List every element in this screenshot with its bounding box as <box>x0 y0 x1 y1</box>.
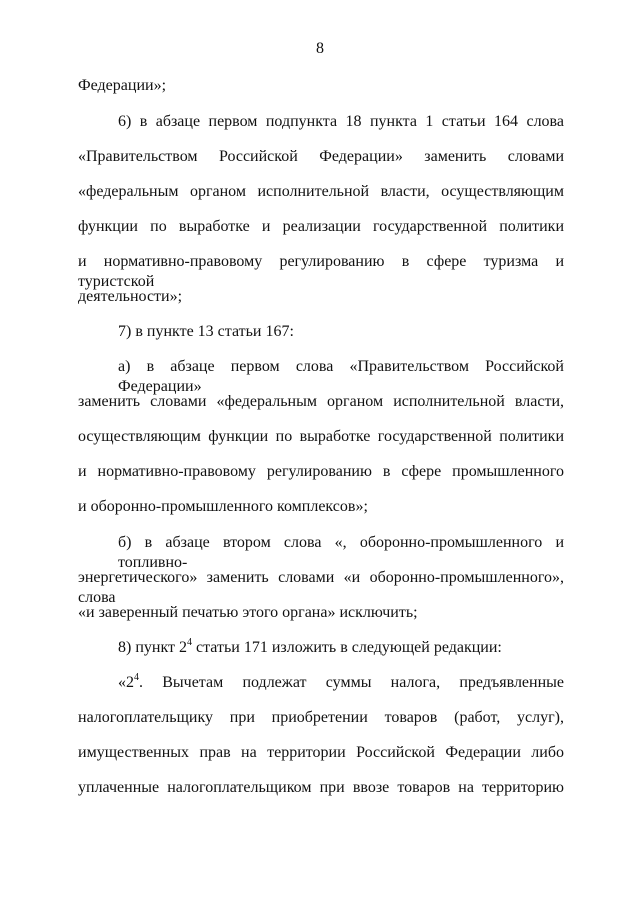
text-line: энергетического» заменить словами «и оборонно-промышленного», слова <box>78 569 564 606</box>
text-line: «и заверенный печатью этого органа» исключить; <box>78 604 418 621</box>
text-line: Федерации»; <box>78 77 167 94</box>
text-line: осуществляющим функции по выработке государственной политики <box>78 428 564 445</box>
text-line: и нормативно-правовому регулированию в сфере промышленного <box>78 463 564 480</box>
text-line: заменить словами «федеральным органом исполнительной власти, <box>78 393 564 410</box>
text-fragment: «2 <box>118 674 134 691</box>
text-line: 6) в абзаце первом подпункта 18 пункта 1 статьи 164 слова <box>118 113 564 130</box>
text-line: «Правительством Российской Федерации» заменить словами <box>78 148 564 165</box>
text-line: и оборонно-промышленного комплексов»; <box>78 498 368 515</box>
text-line: «федеральным органом исполнительной власти, осуществляющим <box>78 183 564 200</box>
text-line: налогоплательщику при приобретении товаров (работ, услуг), <box>78 709 564 726</box>
page-number: 8 <box>316 40 324 57</box>
text-fragment: 8) пункт 2 <box>118 639 188 656</box>
text-line: функции по выработке и реализации государственной политики <box>78 218 564 235</box>
text-line: имущественных прав на территории Российской Федерации либо <box>78 744 564 761</box>
text-line <box>118 638 564 658</box>
text-line <box>118 673 564 693</box>
text-line: деятельности»; <box>78 288 183 305</box>
text-line: б) в абзаце втором слова «, оборонно-промышленного и топливно- <box>118 534 564 571</box>
text-line: и нормативно-правовому регулированию в сфере туризма и туристской <box>78 253 564 290</box>
text-line: уплаченные налогоплательщиком при ввозе товаров на территорию <box>78 779 564 796</box>
superscript: 4 <box>187 637 193 648</box>
superscript: 4 <box>134 672 139 683</box>
text-line: а) в абзаце первом слова «Правительством Российской Федерации» <box>118 358 564 395</box>
text-fragment: . Вычетам подлежат суммы налога, предъявленные <box>139 674 564 691</box>
text-line: 7) в пункте 13 статьи 167: <box>118 323 294 340</box>
text-fragment: статьи 171 изложить в следующей редакции: <box>192 639 502 656</box>
